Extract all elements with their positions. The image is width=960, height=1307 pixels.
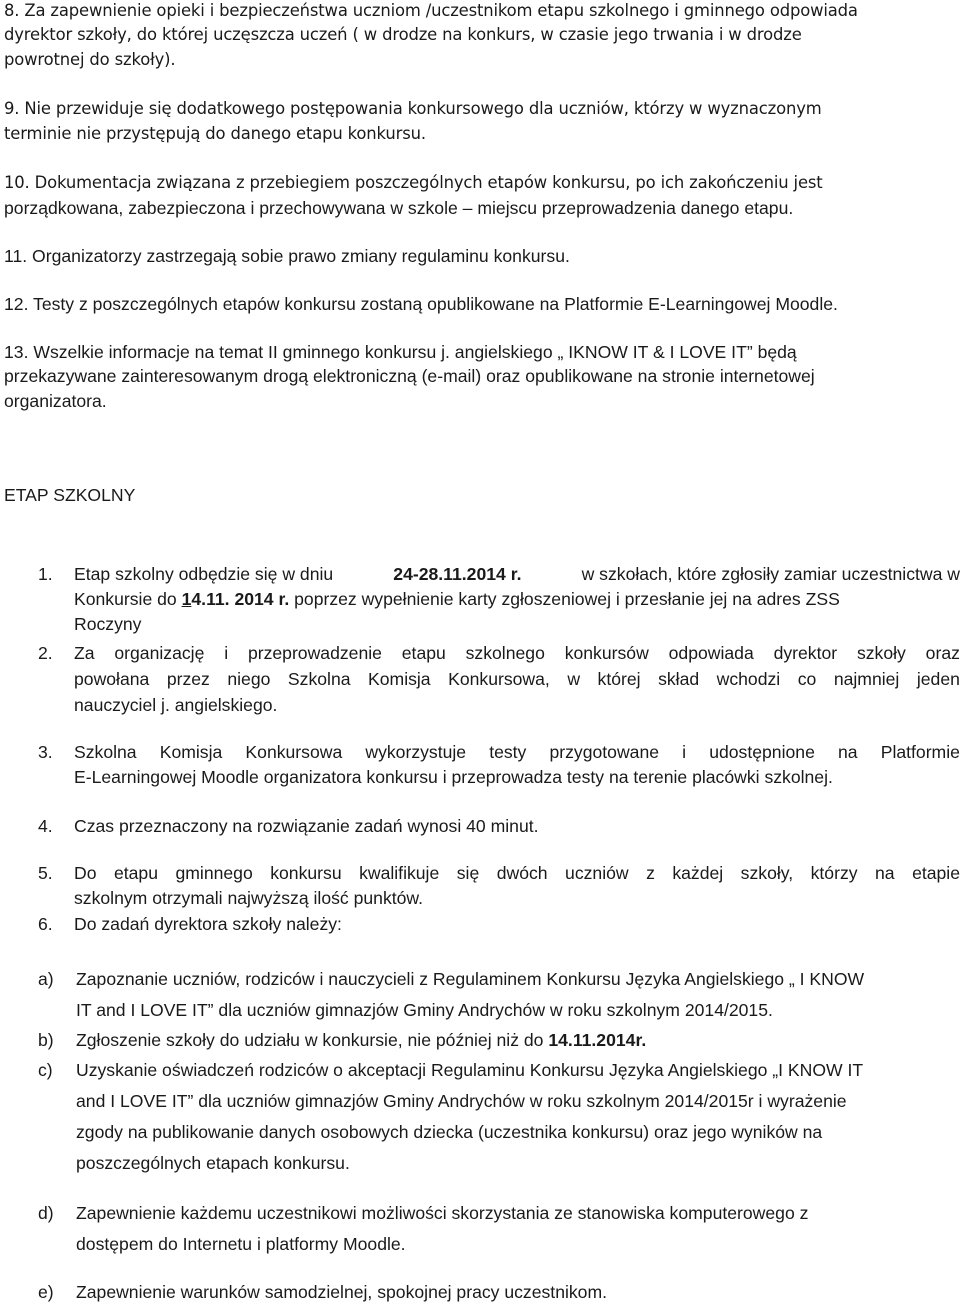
list-item-5-text-word: na <box>875 863 895 883</box>
rule-13-line-1: 13. Wszelkie informacje na temat II gminnego konkursu j. angielskiego „ IKNOW IT & I LOVE IT” będą <box>4 342 797 362</box>
list-item-1-text: Konkursie do <box>74 589 182 609</box>
list-item-2-text-word: niego <box>227 669 271 689</box>
duty-c-line-1: Uzyskanie oświadczeń rodziców o akceptacji Regulaminu Konkursu Języka Angielskiego „I KNOW IT <box>76 1060 864 1080</box>
list-item-2-text-word: organizację <box>114 643 205 663</box>
list-item-3-number: 3. <box>38 742 53 762</box>
list-item-2-line-2 <box>74 668 960 690</box>
rule-9-line-1: 9. Nie przewiduje się dodatkowego postępowania konkursowego dla uczniów, którzy w wyznaczonym <box>4 99 822 118</box>
list-item-5-text-word: którzy <box>810 863 858 883</box>
list-item-5-text-word: gminnego <box>175 863 253 883</box>
list-item-3-text-word: Platformie <box>880 742 960 762</box>
list-item-2-text-word: co <box>797 669 817 689</box>
list-item-2-text-word: skład <box>658 669 700 689</box>
list-item-5-text-word: szkoły, <box>740 863 794 883</box>
list-item-6-number: 6. <box>38 914 53 934</box>
list-item-5-text-word: etapu <box>113 863 158 883</box>
list-item-2-text-word: w <box>567 669 581 689</box>
list-item-2-text-word: oraz <box>925 643 960 663</box>
list-item-5-text-word: dwóch <box>496 863 548 883</box>
list-item-2-text-word: dyrektor <box>773 643 838 663</box>
list-item-2-number: 2. <box>38 643 53 663</box>
duty-c-label: c) <box>38 1060 53 1080</box>
duty-d-line-2: dostępem do Internetu i platformy Moodle. <box>76 1234 406 1254</box>
list-item-3-text-word: przygotowane <box>549 742 660 762</box>
list-item-5-line-2: szkolnym otrzymali najwyższą ilość punktów. <box>74 888 424 908</box>
list-item-5-text-word: etapie <box>912 863 960 883</box>
list-item-1-line-2 <box>74 588 840 610</box>
duty-a-label: a) <box>38 969 54 989</box>
list-item-5-text-word: z <box>646 863 655 883</box>
list-item-3-text-word: Komisja <box>159 742 223 762</box>
list-item-1-number: 1. <box>38 564 53 584</box>
rule-8-line-2: dyrektor szkoły, do której uczęszcza uczeń ( w drodze na konkurs, w czasie jego trwania i w drodze <box>4 25 802 44</box>
list-item-2-text-word: Za <box>74 643 95 663</box>
rule-10-line-1: 10. Dokumentacja związana z przebiegiem poszczególnych etapów konkursu, po ich zakończeniu jest <box>4 173 823 192</box>
list-item-4-number: 4. <box>38 816 53 836</box>
list-item-2-text-word: Komisja <box>368 669 431 689</box>
list-item-5-text-word: Do <box>74 863 97 883</box>
list-item-2-text-word: przez <box>166 669 210 689</box>
list-item-3-text-word: Szkolna <box>74 742 137 762</box>
list-item-3-text-word: udostępnione <box>709 742 815 762</box>
list-item-3-text-word: na <box>838 742 858 762</box>
rule-8-line-3: powrotnej do szkoły). <box>4 50 176 69</box>
rule-13-line-2: przekazywane zainteresowanym drogą elektroniczną (e-mail) oraz opublikowane na stronie internetowej <box>4 366 815 386</box>
rule-9-line-2: terminie nie przystępują do danego etapu konkursu. <box>4 124 426 143</box>
duty-c-line-2: and I LOVE IT” dla uczniów gimnazjów Gminy Andrychów w roku szkolnym 2014/2015r i wyrażenie <box>76 1091 847 1111</box>
list-item-3-text-word: testy <box>489 742 527 762</box>
rule-10-line-2: porządkowana, zabezpieczona i przechowywana w szkole – miejscu przeprowadzenia danego etapu. <box>4 198 794 218</box>
duty-b-label: b) <box>38 1030 54 1050</box>
duty-b-text: Zgłoszenie szkoły do udziału w konkursie, nie później niż do <box>76 1030 549 1050</box>
list-item-5-line-1 <box>74 862 960 884</box>
list-item-5-text-word: każdej <box>672 863 724 883</box>
list-item-2-text-word: i <box>224 643 229 663</box>
list-item-4-line-1: Czas przeznaczony na rozwiązanie zadań wynosi 40 minut. <box>74 816 539 836</box>
list-item-1-text-cont: w szkołach, które zgłosiły zamiar uczestnictwa w <box>576 564 960 584</box>
list-item-2-text-word: odpowiada <box>668 643 754 663</box>
rule-13-line-3: organizatora. <box>4 391 107 411</box>
list-item-2-text-word: szkoły <box>856 643 906 663</box>
duty-d-line-1: Zapewnienie każdemu uczestnikowi możliwości skorzystania ze stanowiska komputerowego z <box>76 1203 809 1223</box>
list-item-1-line-1 <box>74 563 960 585</box>
duty-e-line-1: Zapewnienie warunków samodzielnej, spokojnej pracy uczestnikom. <box>76 1282 608 1302</box>
duty-b-deadline: 14.11.2014r. <box>548 1030 647 1050</box>
list-item-2-text-word: etapu <box>401 643 446 663</box>
list-item-2-text-word: jeden <box>916 669 960 689</box>
list-item-1-text: poprzez wypełnienie karty zgłoszeniowej i przesłanie jej na adres ZSS <box>289 589 840 609</box>
list-item-3-text-word: Konkursowa <box>245 742 343 762</box>
list-item-2-text-word: Konkursowa, <box>448 669 550 689</box>
list-item-2-text-word: wchodzi <box>716 669 781 689</box>
list-item-3-text-word: i <box>682 742 687 762</box>
list-item-1-date: 24-28.11.2014 r. <box>393 564 522 584</box>
list-item-5-text-word: konkursu <box>270 863 342 883</box>
list-item-5-number: 5. <box>38 863 53 883</box>
list-item-2-text-word: konkursów <box>564 643 649 663</box>
list-item-1-line-3: Roczyny <box>74 614 142 634</box>
list-item-1-deadline: 1 <box>181 589 192 609</box>
list-item-3-text-word: wykorzystuje <box>365 742 467 762</box>
duty-b-line-1 <box>76 1029 646 1051</box>
list-item-2-text-word: przeprowadzenie <box>247 643 382 663</box>
duty-a-line-2: IT and I LOVE IT” dla uczniów gimnazjów Gminy Andrychów w roku szkolnym 2014/2015. <box>76 1000 773 1020</box>
duty-d-label: d) <box>38 1203 54 1223</box>
duty-a-line-1: Zapoznanie uczniów, rodziców i nauczycieli z Regulaminem Konkursu Języka Angielskiego „ I KNOW <box>76 969 865 989</box>
list-item-5-text-word: uczniów <box>565 863 629 883</box>
list-item-6-line-1: Do zadań dyrektora szkoły należy: <box>74 914 342 934</box>
rule-11: 11. Organizatorzy zastrzegają sobie prawo zmiany regulaminu konkursu. <box>4 246 570 266</box>
rule-8-line-1: 8. Za zapewnienie opieki i bezpieczeństwa uczniom /uczestnikom etapu szkolnego i gminnego odpowiada <box>4 1 858 20</box>
list-item-2-text-word: Szkolna <box>287 669 351 689</box>
list-item-2-text-word: której <box>597 669 641 689</box>
list-item-2-line-1 <box>74 642 960 664</box>
list-item-3-line-1 <box>74 741 960 763</box>
duty-c-line-4: poszczególnych etapach konkursu. <box>76 1153 350 1173</box>
list-item-2-text-word: szkolnego <box>465 643 545 663</box>
duty-c-line-3: zgody na publikowanie danych osobowych dziecka (uczestnika konkursu) oraz jego wyników na <box>76 1122 823 1142</box>
section-heading: ETAP SZKOLNY <box>4 485 136 505</box>
list-item-2-text-word: powołana <box>74 669 150 689</box>
list-item-2-line-3: nauczyciel j. angielskiego. <box>74 695 278 715</box>
list-item-5-text-word: kwalifikuje <box>359 863 440 883</box>
duty-e-label: e) <box>38 1282 54 1302</box>
list-item-1-text: Etap szkolny odbędzie się w dniu <box>74 564 339 584</box>
list-item-3-line-2: E-Learningowej Moodle organizatora konkursu i przeprowadza testy na terenie placówki szkolnej. <box>74 767 833 787</box>
list-item-2-text-word: najmniej <box>833 669 900 689</box>
list-item-1-deadline: 4.11. 2014 r. <box>191 589 290 609</box>
rule-12: 12. Testy z poszczególnych etapów konkursu zostaną opublikowane na Platformie E-Learningowej Moodle. <box>4 294 838 314</box>
list-item-5-text-word: się <box>456 863 480 883</box>
